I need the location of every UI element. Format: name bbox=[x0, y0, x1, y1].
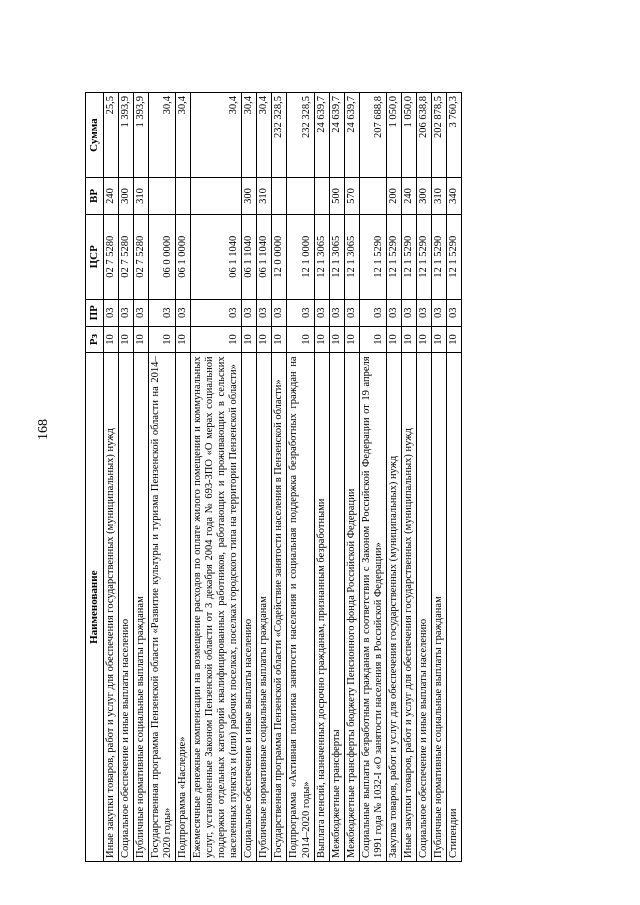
row-name: Иные закупки товаров, работ и услуг для обеспечения государственных (муниципальных) нужд bbox=[103, 353, 118, 862]
row-sum: 232 328,5 bbox=[272, 93, 287, 178]
row-pr: 03 bbox=[401, 299, 416, 326]
row-sum: 30,4 bbox=[257, 93, 272, 178]
row-sum: 207 688,8 bbox=[359, 93, 386, 178]
row-vr: 240 bbox=[103, 178, 118, 215]
budget-table bbox=[85, 92, 462, 862]
row-pr: 03 bbox=[344, 299, 359, 326]
row-csr: 06 1 0000 bbox=[175, 214, 190, 299]
row-sum: 24 639,7 bbox=[329, 93, 344, 178]
header-sum: Сумма bbox=[86, 93, 104, 178]
row-sum: 1 050,0 bbox=[386, 93, 401, 178]
row-rz: 10 bbox=[417, 326, 432, 353]
row-name: Ежемесячные денежные компенсации на возмещение расходов по оплате жилого помещения и коммунальных услуг, установленные Законом Пензенской области от 3 декабря 2004 года № 693-ЗПО «О мерах социальной поддержки отдельных категорий квалифицированных работников, работающих и проживающих в сельских населенных пунктах и (или) рабочих поселках, поселках городского типа на территории Пензенской области» bbox=[191, 353, 242, 862]
row-rz: 10 bbox=[287, 326, 314, 353]
row-vr bbox=[148, 178, 175, 215]
row-rz: 10 bbox=[432, 326, 447, 353]
row-rz: 10 bbox=[386, 326, 401, 353]
row-csr: 12 1 5290 bbox=[386, 214, 401, 299]
row-pr: 03 bbox=[242, 299, 257, 326]
table-row bbox=[257, 93, 272, 862]
row-csr: 02 7 5280 bbox=[118, 214, 133, 299]
table-row bbox=[314, 93, 329, 862]
table-header-row bbox=[86, 93, 104, 862]
row-rz: 10 bbox=[242, 326, 257, 353]
row-csr: 06 1 1040 bbox=[242, 214, 257, 299]
row-csr: 12 1 3065 bbox=[329, 214, 344, 299]
row-pr: 03 bbox=[133, 299, 148, 326]
table-row bbox=[191, 93, 242, 862]
row-vr: 310 bbox=[257, 178, 272, 215]
row-pr: 03 bbox=[257, 299, 272, 326]
row-name: Социальное обеспечение и иные выплаты населению bbox=[118, 353, 133, 862]
header-vr: ВР bbox=[86, 178, 104, 215]
table-row bbox=[272, 93, 287, 862]
row-sum: 30,4 bbox=[148, 93, 175, 178]
page-number: 168 bbox=[36, 419, 51, 440]
row-vr bbox=[191, 178, 242, 215]
row-rz: 10 bbox=[314, 326, 329, 353]
row-rz: 10 bbox=[401, 326, 416, 353]
row-vr: 200 bbox=[386, 178, 401, 215]
row-sum: 30,4 bbox=[242, 93, 257, 178]
row-name: Выплата пенсий, назначенных досрочно гражданам, признанным безработными bbox=[314, 353, 329, 862]
row-csr: 12 1 3065 bbox=[314, 214, 329, 299]
row-sum: 24 639,7 bbox=[344, 93, 359, 178]
row-name: Публичные нормативные социальные выплаты гражданам bbox=[257, 353, 272, 862]
row-csr: 12 1 5290 bbox=[432, 214, 447, 299]
header-csr: ЦСР bbox=[86, 214, 104, 299]
row-name: Государственная программа Пензенской области «Развитие культуры и туризма Пензенской области на 2014–2020 годы» bbox=[148, 353, 175, 862]
row-csr: 12 1 5290 bbox=[359, 214, 386, 299]
row-csr: 12 1 5290 bbox=[401, 214, 416, 299]
row-sum: 232 328,5 bbox=[287, 93, 314, 178]
header-name: Наименование bbox=[86, 353, 104, 862]
row-pr: 03 bbox=[432, 299, 447, 326]
row-sum: 3 760,3 bbox=[447, 93, 462, 178]
row-vr bbox=[359, 178, 386, 215]
row-rz: 10 bbox=[118, 326, 133, 353]
row-pr: 03 bbox=[148, 299, 175, 326]
row-vr: 310 bbox=[432, 178, 447, 215]
header-rz: Рз bbox=[86, 326, 104, 353]
row-sum: 1 050,0 bbox=[401, 93, 416, 178]
row-name: Иные закупки товаров, работ и услуг для обеспечения государственных (муниципальных) нужд bbox=[401, 353, 416, 862]
table-row bbox=[133, 93, 148, 862]
row-rz: 10 bbox=[148, 326, 175, 353]
row-sum: 202 878,5 bbox=[432, 93, 447, 178]
row-name: Социальное обеспечение и иные выплаты населению bbox=[242, 353, 257, 862]
table-row bbox=[242, 93, 257, 862]
row-name: Социальное обеспечение и иные выплаты населению bbox=[417, 353, 432, 862]
row-vr: 300 bbox=[242, 178, 257, 215]
row-vr bbox=[272, 178, 287, 215]
row-name: Межбюджетные трансферты бюджету Пенсионного фонда Российской Федерации bbox=[344, 353, 359, 862]
row-vr: 340 bbox=[447, 178, 462, 215]
row-name: Закупка товаров, работ и услуг для обеспечения государственных (муниципальных) нужд bbox=[386, 353, 401, 862]
row-rz: 10 bbox=[359, 326, 386, 353]
row-rz: 10 bbox=[257, 326, 272, 353]
row-pr: 03 bbox=[272, 299, 287, 326]
row-pr: 03 bbox=[314, 299, 329, 326]
table-row bbox=[417, 93, 432, 862]
row-rz: 10 bbox=[175, 326, 190, 353]
row-pr: 03 bbox=[417, 299, 432, 326]
row-sum: 206 638,8 bbox=[417, 93, 432, 178]
row-rz: 10 bbox=[191, 326, 242, 353]
row-rz: 10 bbox=[272, 326, 287, 353]
table-row bbox=[148, 93, 175, 862]
row-pr: 03 bbox=[447, 299, 462, 326]
row-pr: 03 bbox=[103, 299, 118, 326]
row-vr: 300 bbox=[118, 178, 133, 215]
rotated-page-content bbox=[85, 92, 555, 862]
row-csr: 12 1 5290 bbox=[447, 214, 462, 299]
row-name: Публичные нормативные социальные выплаты гражданам bbox=[432, 353, 447, 862]
row-name: Государственная программа Пензенской области «Содействие занятости населения в Пензенской области» bbox=[272, 353, 287, 862]
row-csr: 02 7 5280 bbox=[133, 214, 148, 299]
row-vr: 310 bbox=[133, 178, 148, 215]
row-pr: 03 bbox=[287, 299, 314, 326]
row-csr: 12 1 3065 bbox=[344, 214, 359, 299]
row-pr: 03 bbox=[386, 299, 401, 326]
table-row bbox=[432, 93, 447, 862]
table-row bbox=[287, 93, 314, 862]
row-vr bbox=[287, 178, 314, 215]
header-pr: ПР bbox=[86, 299, 104, 326]
row-pr: 03 bbox=[118, 299, 133, 326]
row-sum: 24 639,7 bbox=[314, 93, 329, 178]
row-name: Подпрограмма «Наследие» bbox=[175, 353, 190, 862]
row-sum: 1 393,9 bbox=[118, 93, 133, 178]
row-sum: 25,5 bbox=[103, 93, 118, 178]
row-vr: 300 bbox=[417, 178, 432, 215]
row-vr: 500 bbox=[329, 178, 344, 215]
row-csr: 12 1 0000 bbox=[287, 214, 314, 299]
row-pr: 03 bbox=[175, 299, 190, 326]
row-name: Социальные выплаты безработным гражданам в соответствии с Законом Российской Федерации от 19 апреля 1991 года № 1032-I «О занятости населения в Российской Федерации» bbox=[359, 353, 386, 862]
table-row bbox=[447, 93, 462, 862]
row-pr: 03 bbox=[191, 299, 242, 326]
row-csr: 02 7 5280 bbox=[103, 214, 118, 299]
row-csr: 12 1 5290 bbox=[417, 214, 432, 299]
row-pr: 03 bbox=[329, 299, 344, 326]
row-name: Стипендии bbox=[447, 353, 462, 862]
row-csr: 12 0 0000 bbox=[272, 214, 287, 299]
row-name: Публичные нормативные социальные выплаты гражданам bbox=[133, 353, 148, 862]
row-sum: 30,4 bbox=[175, 93, 190, 178]
row-pr: 03 bbox=[359, 299, 386, 326]
table-row bbox=[103, 93, 118, 862]
row-rz: 10 bbox=[133, 326, 148, 353]
table-row bbox=[401, 93, 416, 862]
table-row bbox=[386, 93, 401, 862]
row-name: Подпрограмма «Активная политика занятости населения и социальная поддержка безработных граждан на 2014–2020 годы» bbox=[287, 353, 314, 862]
row-csr: 06 1 1040 bbox=[257, 214, 272, 299]
row-vr: 570 bbox=[344, 178, 359, 215]
row-vr: 240 bbox=[401, 178, 416, 215]
row-rz: 10 bbox=[447, 326, 462, 353]
row-csr: 06 0 0000 bbox=[148, 214, 175, 299]
table-row bbox=[118, 93, 133, 862]
row-vr bbox=[175, 178, 190, 215]
row-rz: 10 bbox=[344, 326, 359, 353]
table-row bbox=[329, 93, 344, 862]
table-body bbox=[103, 93, 462, 862]
table-row bbox=[344, 93, 359, 862]
row-rz: 10 bbox=[103, 326, 118, 353]
row-csr: 06 1 1040 bbox=[191, 214, 242, 299]
table-row bbox=[175, 93, 190, 862]
row-sum: 1 393,9 bbox=[133, 93, 148, 178]
row-vr bbox=[314, 178, 329, 215]
table-row bbox=[359, 93, 386, 862]
row-sum: 30,4 bbox=[191, 93, 242, 178]
row-rz: 10 bbox=[329, 326, 344, 353]
row-name: Межбюджетные трансферты bbox=[329, 353, 344, 862]
